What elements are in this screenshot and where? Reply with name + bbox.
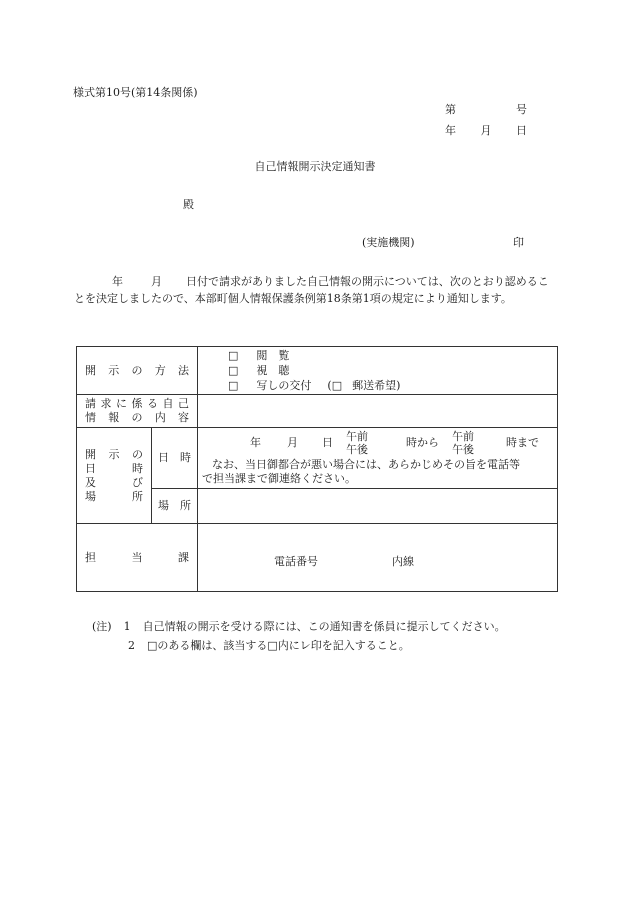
content-label: 請求に係る自己 情報の内容 [77, 395, 198, 428]
datetime-label: 開示の 日時 及び 場所 [77, 428, 152, 524]
date-field[interactable] [198, 428, 558, 489]
department-row [77, 524, 558, 592]
document-title: 自己情報開示決定通知書 [254, 160, 376, 173]
method-row [77, 347, 558, 395]
department-label: 担当課 [77, 524, 198, 592]
department-field[interactable] [198, 524, 558, 592]
place-field[interactable] [198, 489, 558, 524]
content-row [77, 395, 558, 428]
place-sub-label: 場 所 [152, 489, 198, 524]
checkbox-icon[interactable]: □ [228, 379, 239, 392]
option-inspection[interactable]: □ 閲 覧 [228, 349, 290, 362]
option-copy[interactable]: □ 写しの交付 (□ 郵送希望) [228, 379, 401, 392]
am-pm-start[interactable]: 午前 午後 [346, 430, 368, 456]
issue-date-line [445, 124, 527, 137]
addressee-suffix: 殿 [183, 198, 194, 211]
body-paragraph [74, 273, 556, 307]
date-time-line: 年 月 日 午前 午後 時から 午前 午後 時まで [250, 430, 539, 456]
agency-label: (実施機関) [362, 236, 415, 249]
issue-month: 月 [480, 124, 492, 137]
document-number-line [445, 103, 527, 116]
checkbox-icon[interactable]: □ [228, 349, 239, 362]
phone-label: 電話番号 [274, 555, 318, 568]
content-field[interactable] [198, 395, 558, 428]
form-number: 様式第10号(第14条関係) [73, 86, 198, 99]
num-suffix: 号 [516, 103, 527, 116]
notes [92, 617, 506, 655]
issue-day: 日 [516, 124, 527, 137]
num-prefix: 第 [445, 103, 456, 116]
seal-label: 印 [513, 236, 524, 249]
body-month: 月 [151, 275, 162, 288]
note-2: 2 □のある欄は、該当する□内にレ印を記入すること。 [128, 639, 410, 652]
mail-checkbox[interactable]: (□ [327, 379, 343, 392]
body-year: 年 [112, 275, 123, 288]
am-pm-end[interactable]: 午前 午後 [452, 430, 474, 456]
note-line-2: で担当課まで御連絡ください。 [202, 472, 356, 485]
extension-label: 内線 [392, 555, 414, 568]
method-label: 開示の方法 [77, 347, 198, 395]
date-sub-label: 日 時 [152, 428, 198, 489]
note-1: (注) 1 自己情報の開示を受ける際には、この通知書を係員に提示してください。 [92, 620, 506, 633]
method-options [198, 347, 558, 395]
checkbox-icon[interactable]: □ [228, 364, 239, 377]
note-line-1: なお、当日御都合が悪い場合には、あらかじめその旨を電話等 [212, 458, 520, 471]
disclosure-table [76, 346, 558, 592]
option-viewing[interactable]: □ 視 聴 [228, 364, 290, 377]
issue-year: 年 [445, 124, 456, 137]
body-text: 日付で請求がありました自己情報の開示については、次のとおり認めることを決定しましたので、本部町個人情報保護条例第18条第1項の規定により通知します。 [74, 275, 549, 305]
date-row [77, 428, 558, 489]
